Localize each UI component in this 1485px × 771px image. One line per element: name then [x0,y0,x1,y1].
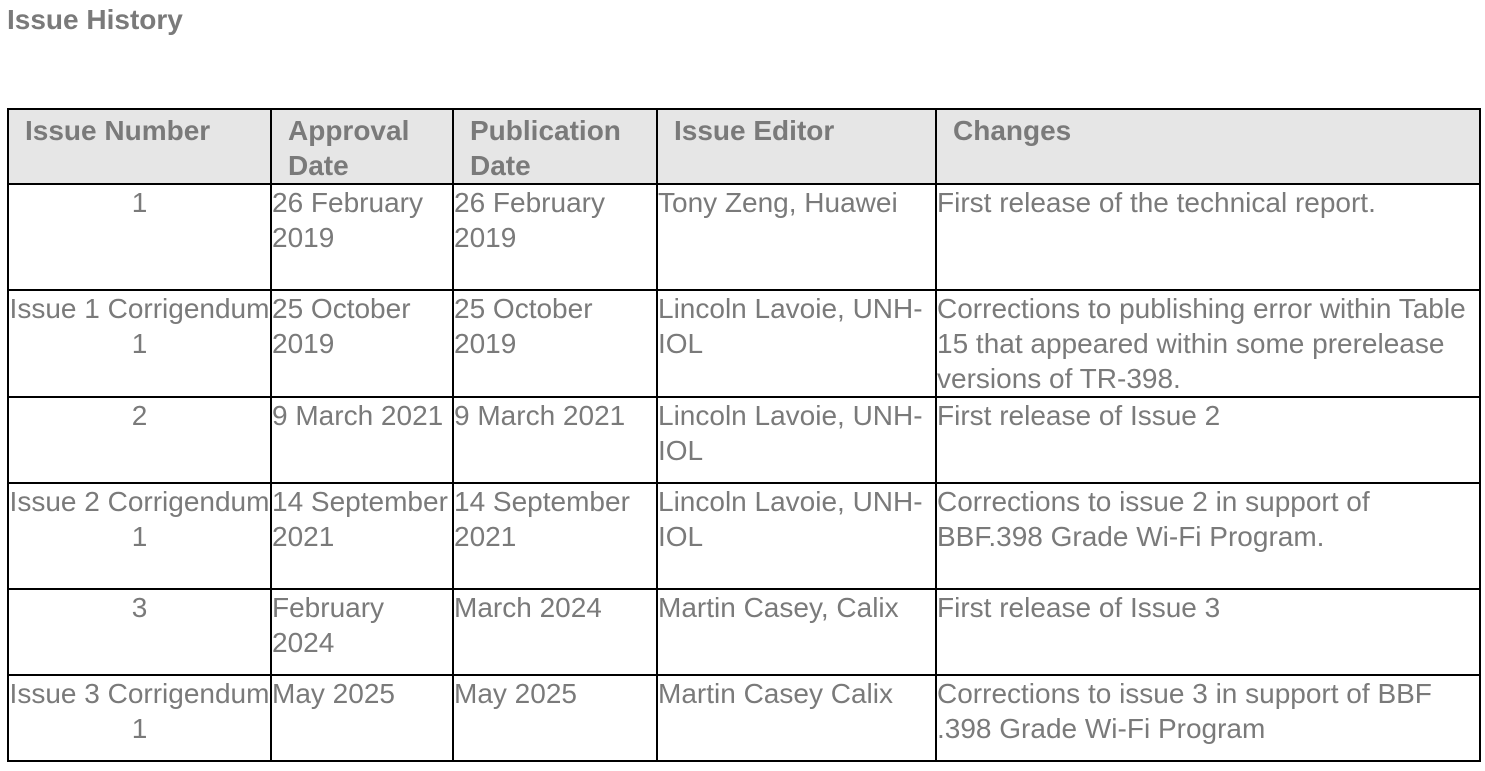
cell-approval-date: 25 October 2019 [271,290,453,397]
cell-issue-number: Issue 2 Corrigendum 1 [8,483,271,589]
cell-publication-date: May 2025 [453,675,657,761]
cell-publication-date: 14 September 2021 [453,483,657,589]
table-row [8,397,1480,483]
header-issue-number: Issue Number [8,109,271,184]
cell-changes: First release of the technical report. [936,184,1480,290]
cell-changes: Corrections to issue 3 in support of BBF .398 Grade Wi-Fi Program [936,675,1480,761]
cell-issue-editor: Lincoln Lavoie, UNH-IOL [657,397,936,483]
cell-changes: First release of Issue 3 [936,589,1480,675]
cell-publication-date: 26 February 2019 [453,184,657,290]
cell-publication-date: March 2024 [453,589,657,675]
table-row [8,589,1480,675]
cell-approval-date: May 2025 [271,675,453,761]
cell-changes: Corrections to publishing error within Table 15 that appeared within some prerelease versions of TR-398. [936,290,1480,397]
header-issue-editor: Issue Editor [657,109,936,184]
cell-issue-number: 3 [8,589,271,675]
page-title: Issue History [7,4,183,35]
cell-issue-editor: Lincoln Lavoie, UNH-IOL [657,483,936,589]
cell-approval-date: 26 February 2019 [271,184,453,290]
cell-issue-editor: Tony Zeng, Huawei [657,184,936,290]
table-row [8,290,1480,397]
cell-issue-number: 1 [8,184,271,290]
cell-changes: First release of Issue 2 [936,397,1480,483]
table-header-row [8,109,1480,184]
issue-history-table [7,108,1481,762]
cell-issue-editor: Lincoln Lavoie, UNH-IOL [657,290,936,397]
cell-changes: Corrections to issue 2 in support of BBF.398 Grade Wi-Fi Program. [936,483,1480,589]
table-row [8,675,1480,761]
cell-issue-number: Issue 3 Corrigendum 1 [8,675,271,761]
cell-issue-number: Issue 1 Corrigendum 1 [8,290,271,397]
cell-publication-date: 9 March 2021 [453,397,657,483]
cell-approval-date: February 2024 [271,589,453,675]
cell-approval-date: 14 September 2021 [271,483,453,589]
cell-issue-editor: Martin Casey, Calix [657,589,936,675]
table-row [8,184,1480,290]
cell-issue-editor: Martin Casey Calix [657,675,936,761]
header-approval-date: Approval Date [271,109,453,184]
cell-publication-date: 25 October 2019 [453,290,657,397]
table-row [8,483,1480,589]
cell-approval-date: 9 March 2021 [271,397,453,483]
header-changes: Changes [936,109,1480,184]
cell-issue-number: 2 [8,397,271,483]
header-publication-date: Publication Date [453,109,657,184]
